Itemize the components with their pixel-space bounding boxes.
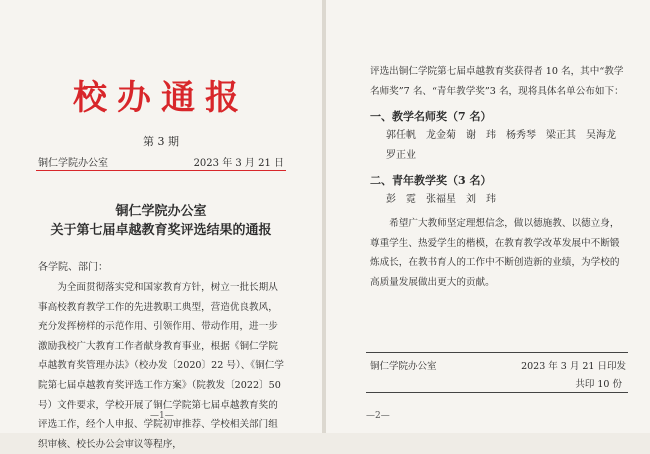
issuer-name: 铜仁学院办公室 <box>38 158 108 169</box>
copy-count: 共印 10 份 <box>575 379 622 390</box>
footer-rule <box>366 392 628 393</box>
intro-paragraph: 评选出铜仁学院第七届卓越教育奖获得者 10 名，其中“教学名师奖”7 名、“青年教学奖”3 名，现将具体名单公布如下： <box>370 66 624 97</box>
footer-rule <box>366 352 628 353</box>
names-line: 罗正业 <box>386 150 416 161</box>
issue-number: 第 3 期 <box>143 135 179 148</box>
issue-date: 2023 年 3 月 21 日 <box>193 158 284 169</box>
page-right <box>326 0 650 433</box>
page-number: —1— <box>150 411 174 421</box>
print-date: 2023 年 3 月 21 日印发 <box>521 361 626 372</box>
red-rule <box>36 170 286 171</box>
notice-body: 为全面贯彻落实党和国家教育方针，树立一批长期从事高校教育教学工作的先进教职工典型，营造优良教风，充分发挥榜样的示范作用、引领作用、带动作用，进一步激励我校广大教育工作者献身教育事业，根据《铜仁学院卓越教育奖管理办法》（校办发〔2020〕22 号）、《铜仁学院第七届卓越教育奖评选工作方案》（院教发〔2022〕50 号）文件要求，学校开展了铜仁学院第七届卓越教育奖的评选工作，经个人申报、学院初审推荐、学校相关部门组织审核、校长办公会审议等程序， <box>38 282 284 450</box>
award-names-teaching-master <box>386 126 622 166</box>
header-meta <box>38 154 284 169</box>
masthead: 校办通报 <box>73 78 249 118</box>
notice-title-line1: 铜仁学院办公室 <box>115 204 207 219</box>
page-left <box>0 0 322 450</box>
award-names-young-teacher: 彭 霓 张福星 刘 玮 <box>386 194 496 205</box>
salutation: 各学院、部门： <box>38 262 108 273</box>
award-heading-teaching-master: 一、教学名师奖（7 名） <box>370 110 492 123</box>
award-heading-young-teacher: 二、青年教学奖（3 名） <box>370 174 492 187</box>
print-info <box>370 358 626 372</box>
print-issuer: 铜仁学院办公室 <box>370 361 437 372</box>
closing-paragraph: 希望广大教师坚定理想信念，做以德施教、以德立身，尊重学生、热爱学生的楷模，在教育教学改革发展中不断锻炼成长，在教书育人的工作中不断创造新的业绩，为学校的高质量发展做出更大的贡献。 <box>370 218 620 288</box>
page-number: —2— <box>366 411 390 421</box>
names-line: 郭任帆 龙金菊 谢 玮 杨秀琴 梁正其 吴海龙 <box>386 130 616 141</box>
notice-title-line2: 关于第七届卓越教育奖评选结果的通报 <box>50 223 272 238</box>
